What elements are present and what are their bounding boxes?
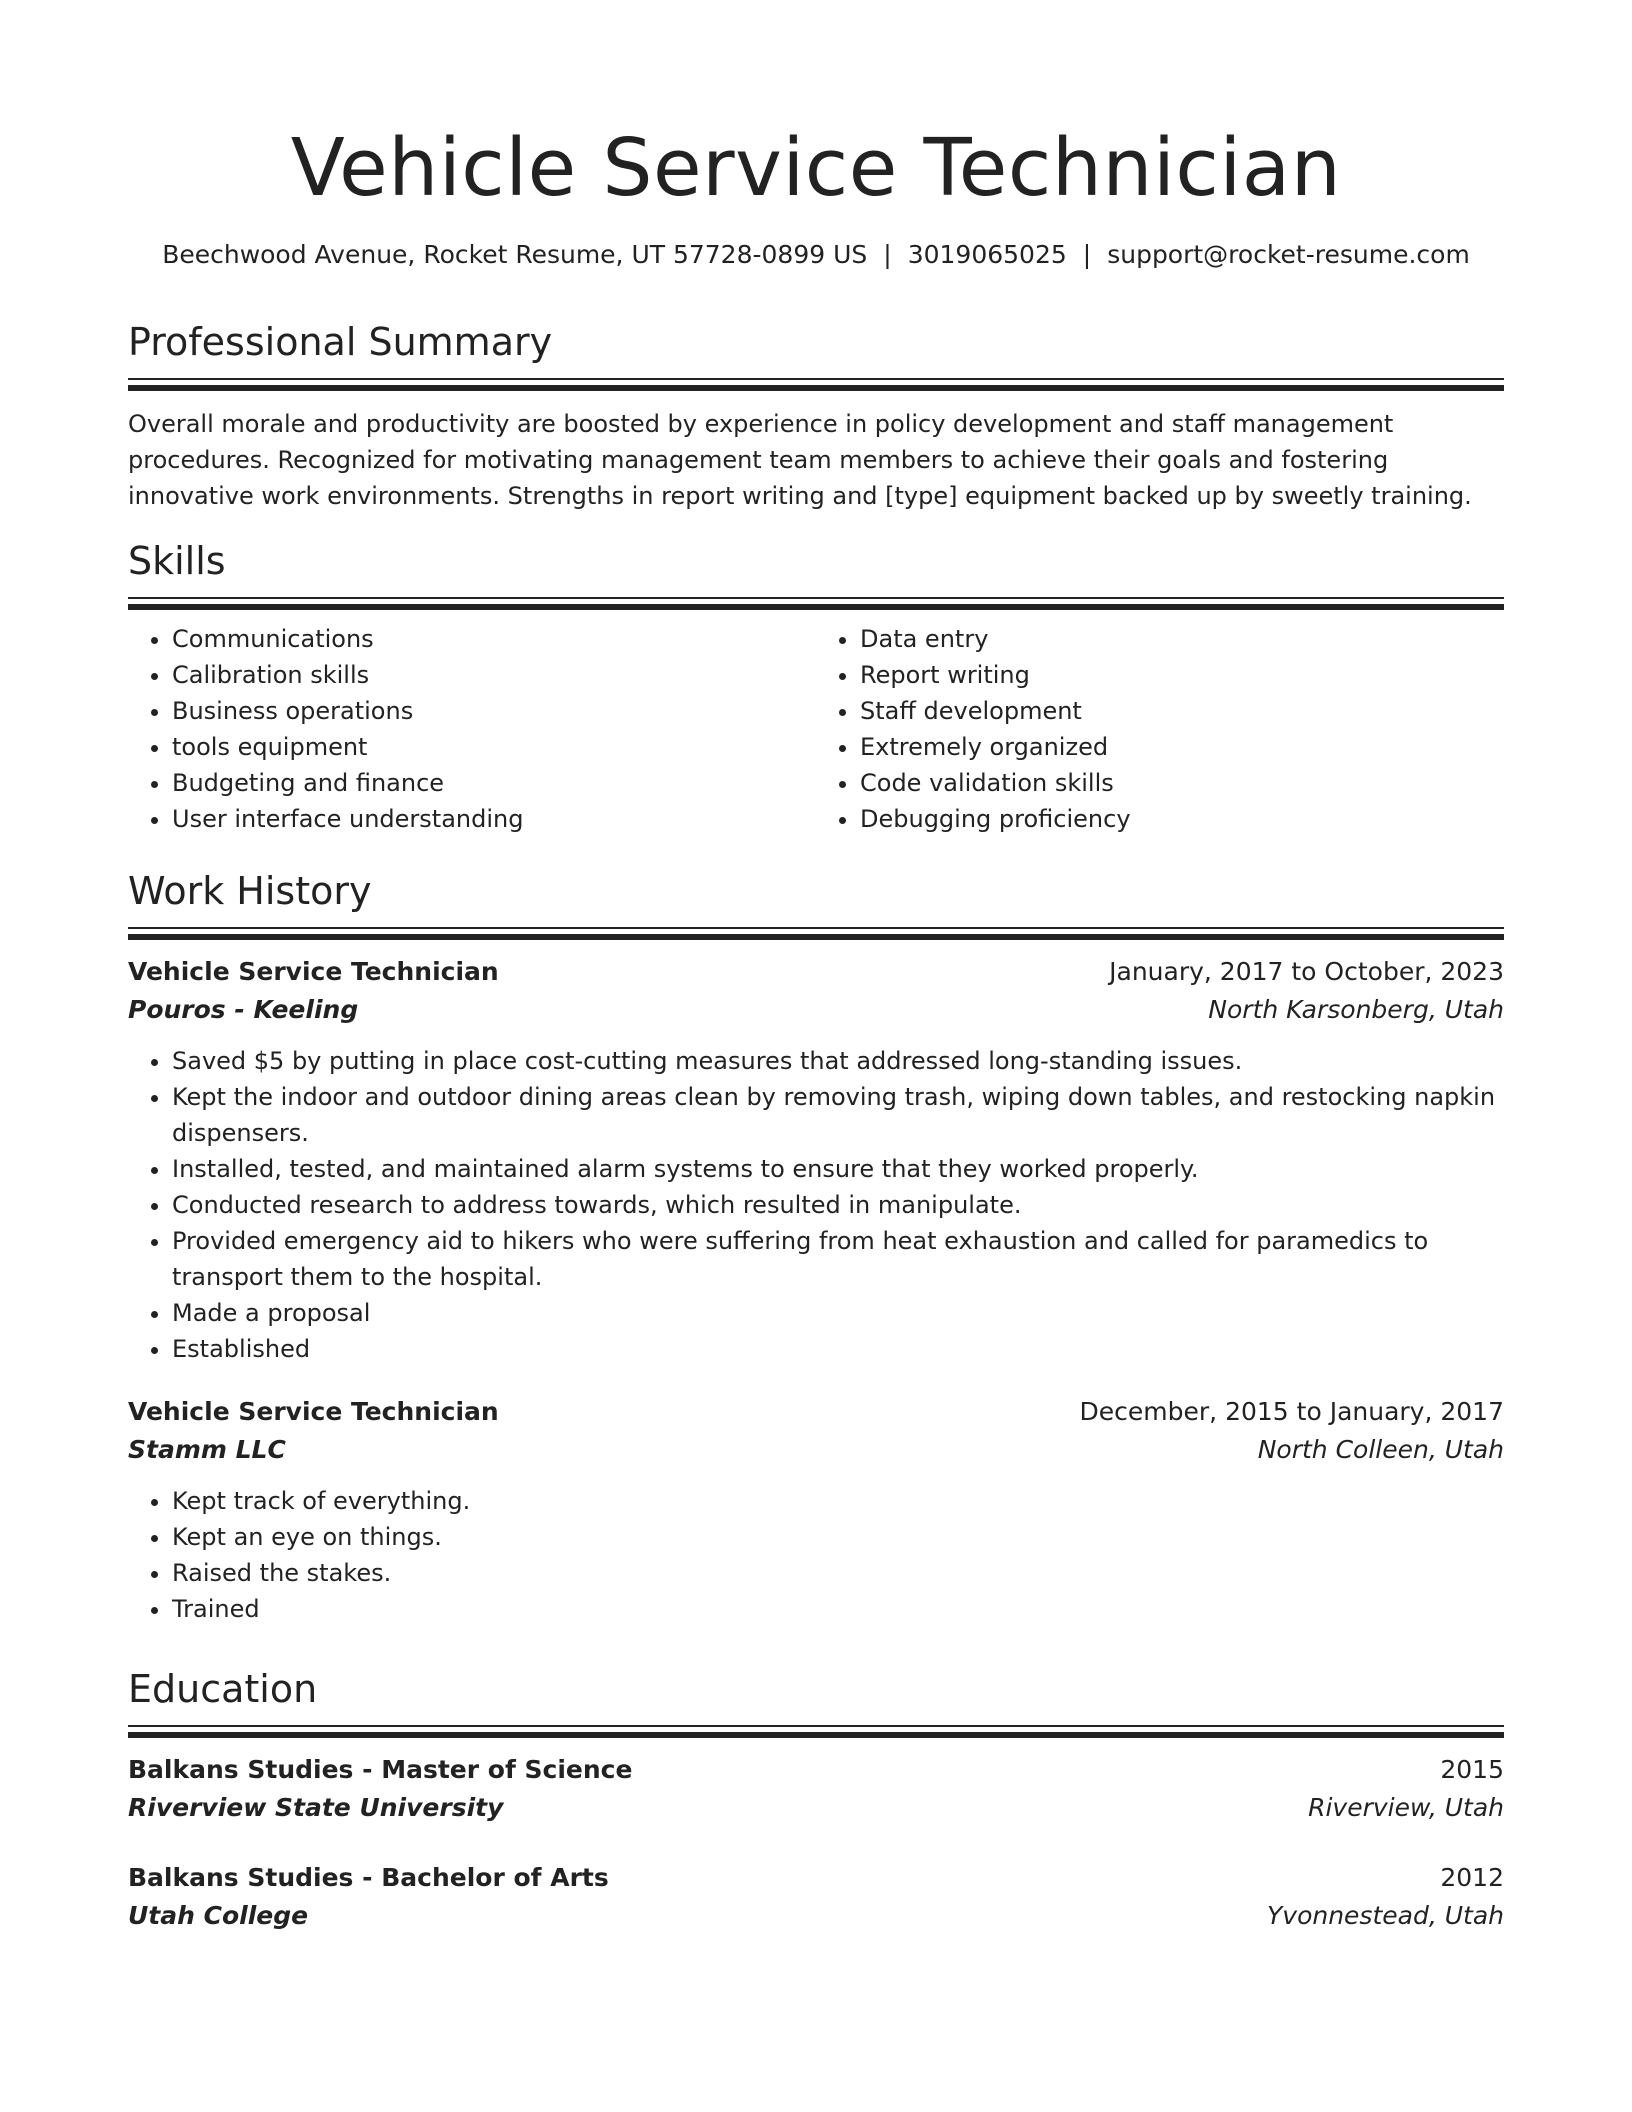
skills-section — [128, 537, 1504, 837]
contact-separator: | — [1082, 240, 1092, 269]
job-bullet: • Conducted research to address towards, which resulted in manipulate. — [172, 1187, 1504, 1223]
job-header — [128, 1393, 1504, 1431]
skills-list-right — [816, 621, 1504, 837]
skill-item: • Report writing — [860, 657, 1504, 693]
skill-item: • tools equipment — [172, 729, 816, 765]
job-bullet: • Provided emergency aid to hikers who were suffering from heat exhaustion and called for paramedics to transport them to the hospital. — [172, 1223, 1504, 1295]
contact-phone: 3019065025 — [907, 240, 1067, 269]
skill-item: • Business operations — [172, 693, 816, 729]
job-company: Stamm LLC — [128, 1435, 286, 1464]
job-dates: December, 2015 to January, 2017 — [1079, 1397, 1504, 1426]
education-header — [128, 1751, 1504, 1789]
resume-name: Vehicle Service Technician — [290, 122, 1342, 214]
education-school: Riverview State University — [128, 1793, 504, 1822]
contact-email[interactable]: support@rocket-resume.com — [1107, 240, 1470, 269]
education-section — [128, 1665, 1504, 1935]
education-header — [128, 1859, 1504, 1897]
skills-list-left — [128, 621, 816, 837]
job-entry — [128, 1393, 1504, 1627]
job-bullet: • Installed, tested, and maintained alarm systems to ensure that they worked properly. — [172, 1151, 1504, 1187]
education-school: Utah College — [128, 1901, 309, 1930]
skill-item: • Code validation skills — [860, 765, 1504, 801]
job-subheader — [128, 1431, 1504, 1469]
job-bullet: • Saved $5 by putting in place cost-cutting measures that addressed long-standing issues. — [172, 1043, 1504, 1079]
skill-item: • Extremely organized — [860, 729, 1504, 765]
skill-item: • User interface understanding — [172, 801, 816, 837]
skill-item: • Debugging proficiency — [860, 801, 1504, 837]
job-bullet: • Kept the indoor and outdoor dining areas clean by removing trash, wiping down tables, and restocking napkin dispensers. — [172, 1079, 1504, 1151]
skill-item: • Calibration skills — [172, 657, 816, 693]
section-title-summary: Professional Summary — [128, 320, 553, 364]
job-bullet: • Kept track of everything. — [172, 1483, 1504, 1519]
contact-line — [128, 238, 1504, 272]
section-title-work: Work History — [128, 869, 372, 913]
job-subheader — [128, 991, 1504, 1029]
section-title-education: Education — [128, 1667, 318, 1711]
education-year: 2015 — [1440, 1755, 1504, 1784]
job-bullet: • Made a proposal — [172, 1295, 1504, 1331]
job-title: Vehicle Service Technician — [128, 1397, 499, 1426]
education-subheader — [128, 1897, 1504, 1935]
education-degree: Balkans Studies - Bachelor of Arts — [128, 1863, 609, 1892]
work-section — [128, 867, 1504, 1627]
education-entry — [128, 1751, 1504, 1827]
education-entry — [128, 1859, 1504, 1935]
job-company: Pouros - Keeling — [128, 995, 359, 1024]
job-entry — [128, 953, 1504, 1367]
job-header — [128, 953, 1504, 991]
education-year: 2012 — [1440, 1863, 1504, 1892]
skill-item: • Staff development — [860, 693, 1504, 729]
skills-columns — [128, 621, 1504, 837]
contact-separator: | — [883, 240, 892, 269]
education-degree: Balkans Studies - Master of Science — [128, 1755, 633, 1784]
section-divider — [128, 1725, 1504, 1737]
education-subheader — [128, 1789, 1504, 1827]
skill-item: • Budgeting and finance — [172, 765, 816, 801]
job-bullet: • Trained — [172, 1591, 1504, 1627]
section-divider — [128, 597, 1504, 609]
job-bullet: • Raised the stakes. — [172, 1555, 1504, 1591]
education-location: Riverview, Utah — [1308, 1793, 1504, 1822]
summary-section — [128, 318, 1504, 514]
job-bullet: • Kept an eye on things. — [172, 1519, 1504, 1555]
contact-address: Beechwood Avenue, Rocket Resume, UT 57728-0899 US — [162, 240, 868, 269]
section-divider — [128, 378, 1504, 390]
job-location: North Karsonberg, Utah — [1208, 995, 1504, 1024]
education-location: Yvonnestead, Utah — [1267, 1901, 1504, 1930]
job-bullet: • Established — [172, 1331, 1504, 1367]
job-title: Vehicle Service Technician — [128, 957, 499, 986]
job-bullets — [128, 1043, 1504, 1367]
summary-text: Overall morale and productivity are boosted by experience in policy development and staff management procedures. Recognized for motivating management team members to achieve their goals and fostering innovative work environments. Strengths in report writing and [type] equipment backed up by sweetly training. — [128, 410, 1472, 510]
job-location: North Colleen, Utah — [1257, 1435, 1504, 1464]
section-title-skills: Skills — [128, 539, 226, 583]
skill-item: • Data entry — [860, 621, 1504, 657]
job-dates: January, 2017 to October, 2023 — [1109, 957, 1504, 986]
section-divider — [128, 927, 1504, 939]
job-bullets — [128, 1483, 1504, 1627]
skill-item: • Communications — [172, 621, 816, 657]
